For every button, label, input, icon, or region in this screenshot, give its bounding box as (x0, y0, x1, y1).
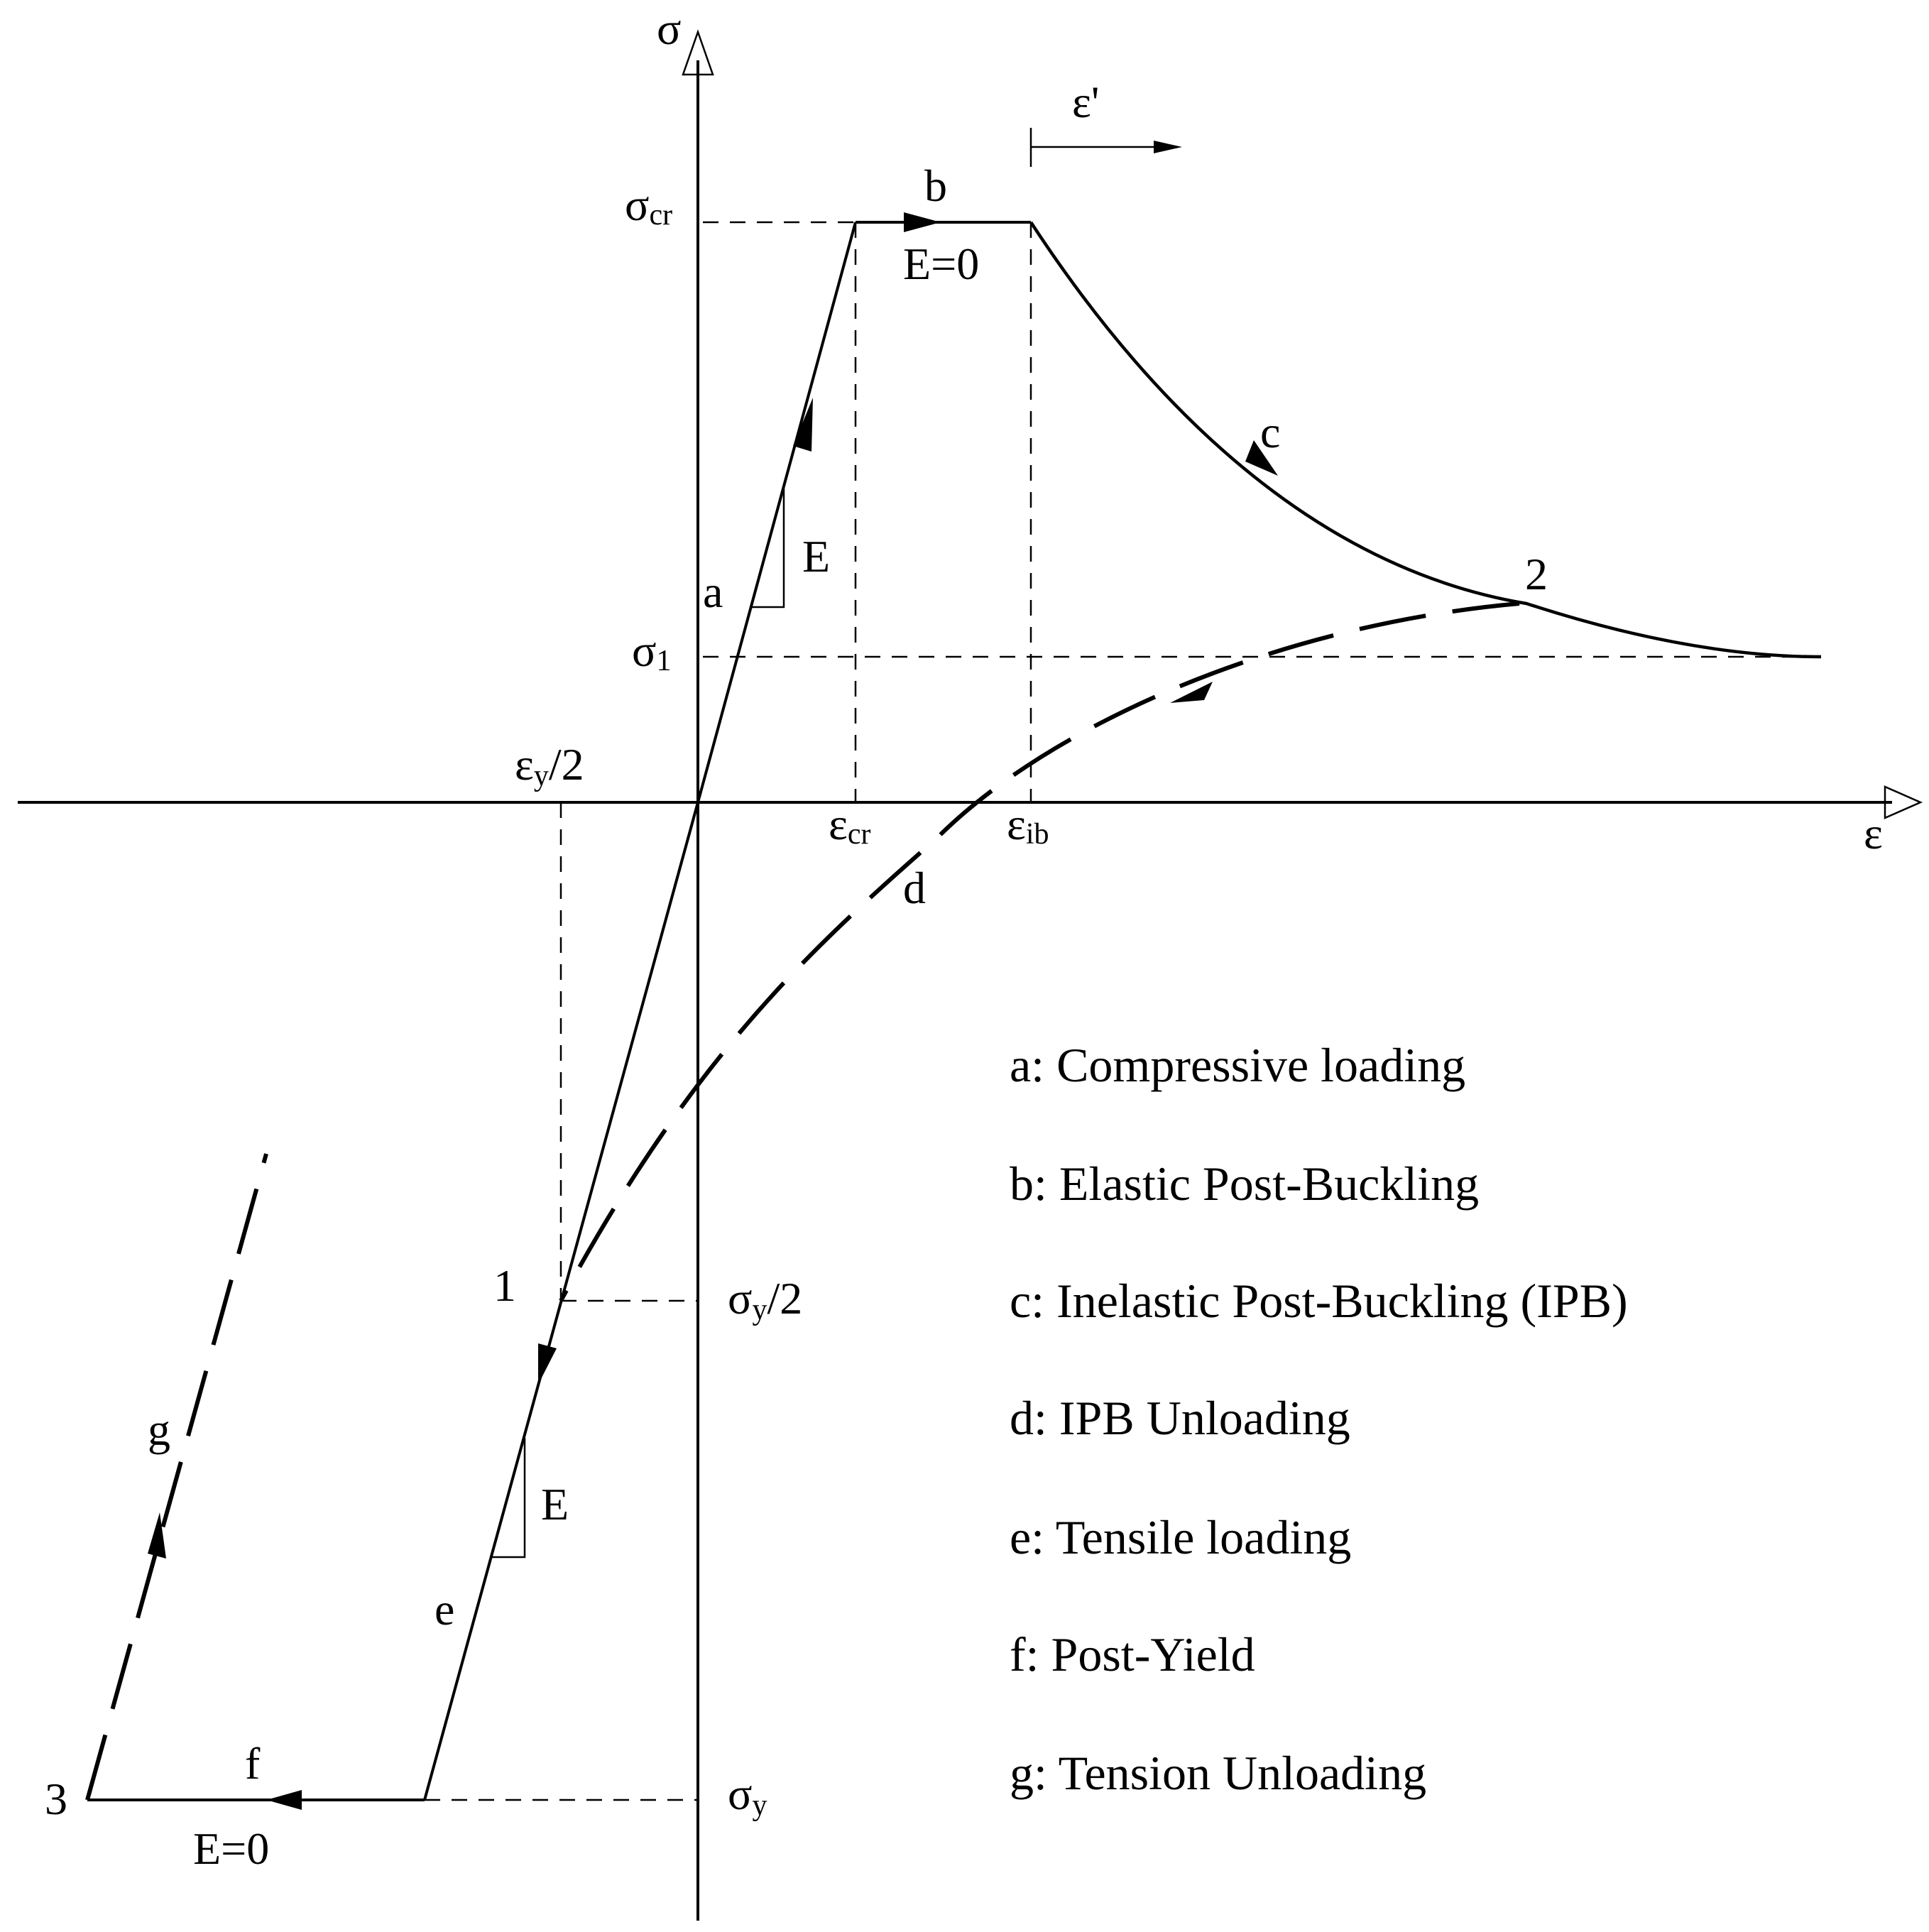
eps-ib-label: εib (1007, 799, 1049, 851)
zero-f-label: E=0 (193, 1823, 270, 1874)
legend-item-a: a: Compressive loading (1010, 1038, 1466, 1092)
sigma-cr-label: σcr (625, 180, 673, 231)
branch-g-label: g (148, 1404, 170, 1455)
eps-prime-label: ε' (1072, 77, 1100, 127)
branch-d-label: d (903, 863, 926, 913)
legend-item-f: f: Post-Yield (1010, 1627, 1255, 1681)
axes (18, 32, 1920, 1921)
arrow-b (904, 212, 941, 232)
y-axis-label: σ (657, 4, 682, 54)
legend-item-g: g: Tension Unloading (1010, 1746, 1427, 1800)
arrow-f (266, 1790, 302, 1810)
sigma-y-half-label: σy/2 (728, 1273, 803, 1326)
branch-c-curve (1031, 222, 1821, 657)
point-1-label: 1 (493, 1260, 516, 1311)
arrow-d (1170, 682, 1213, 703)
branch-c-label: c (1260, 407, 1281, 457)
slope-e-label: E (541, 1479, 569, 1529)
legend (1010, 1038, 1628, 1800)
branch-b-label: b (924, 160, 947, 211)
arrow-a (793, 398, 813, 452)
sigma-y-label: σy (728, 1769, 767, 1822)
branch-g-line (87, 1154, 266, 1800)
sigma-1-label: σ1 (632, 626, 672, 677)
zero-b-label: E=0 (903, 239, 980, 289)
eps-prime-marker (1031, 77, 1182, 167)
branch-f-label: f (245, 1738, 261, 1789)
branch-a-label: a (703, 567, 723, 617)
eps-cr-label: εcr (829, 799, 871, 851)
legend-item-d: d: IPB Unloading (1010, 1391, 1350, 1445)
legend-item-b: b: Elastic Post-Buckling (1010, 1157, 1480, 1211)
point-2-label: 2 (1525, 549, 1548, 599)
branch-a-e-line (425, 222, 856, 1800)
branches (87, 222, 1821, 1800)
x-axis-label: ε (1864, 808, 1883, 858)
point-3-label: 3 (45, 1774, 67, 1824)
legend-item-c: c: Inelastic Post-Buckling (IPB) (1010, 1274, 1628, 1328)
arrow-e (538, 1343, 557, 1385)
direction-arrows (148, 212, 1281, 1810)
branch-e-label: e (435, 1584, 455, 1634)
legend-item-e: e: Tensile loading (1010, 1510, 1352, 1564)
slope-a-label: E (802, 531, 831, 582)
eps-prime-arrowhead (1154, 141, 1182, 153)
eps-y-half-label: εy/2 (515, 739, 584, 792)
